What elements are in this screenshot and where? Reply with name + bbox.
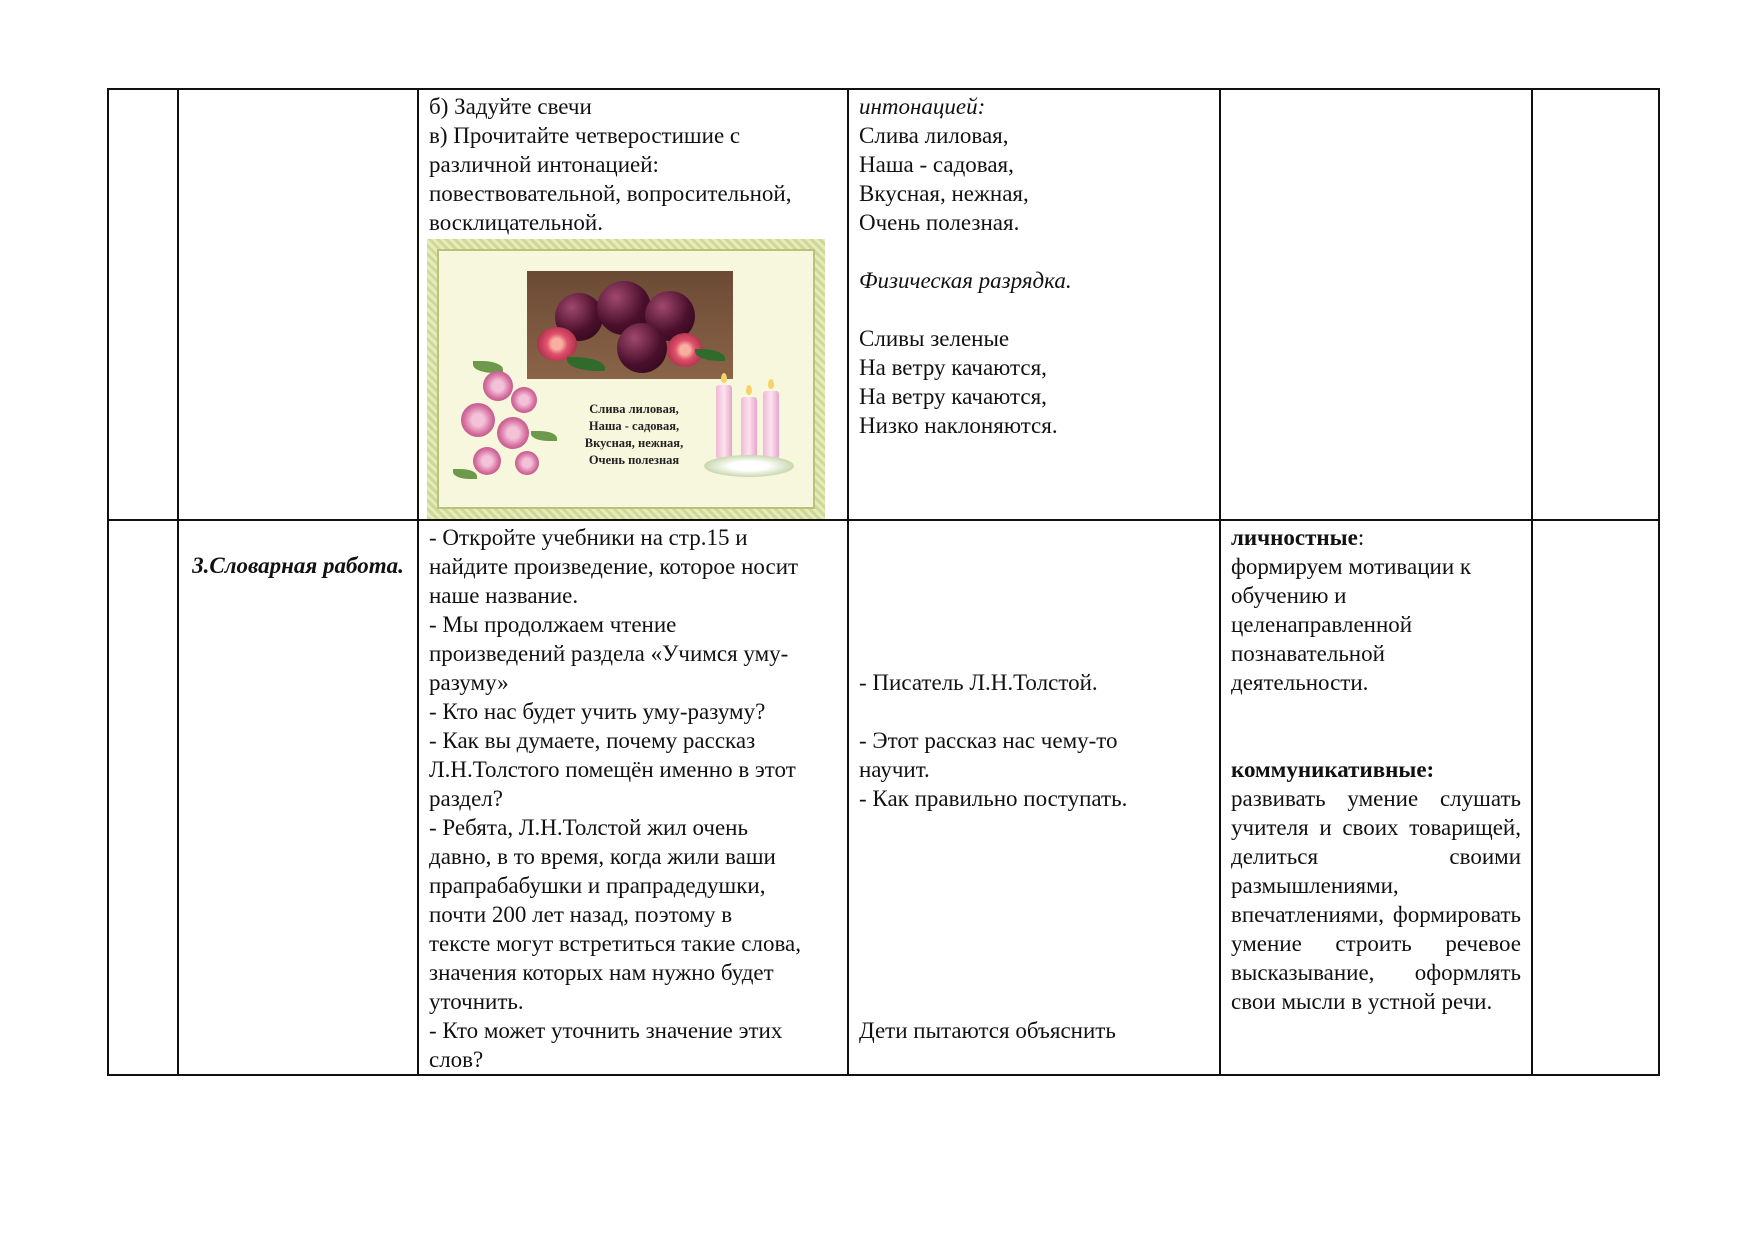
cell-number [108,520,178,1075]
teacher-line: - Как вы думаете, почему рассказ [429,728,756,753]
communicative-uud-text: развивать умение слушать учителя и своих товарищей, делиться своими размышлениями, впечатлениями, формировать умение строить речевое высказывание, оформлять свои мысли в устной речи. [1231,786,1521,1014]
teacher-line: уточнить. [429,989,524,1014]
student-poem-line: Наша - садовая, [859,152,1014,177]
teacher-line: - Кто может уточнить значение этих [429,1018,783,1043]
personal-uud-text: формируем мотивации к обучению и целенаправленной познавательной деятельности. [1231,554,1472,695]
student-answer: - Этот рассказ нас чему-то [859,728,1118,753]
teacher-line: давно, в то время, когда жили ваши [429,844,776,869]
content-line: в) Прочитайте четверостишие с [429,123,741,148]
physical-exercise-title: Физическая разрядка. [859,268,1072,293]
teacher-line: - Кто нас будет учить уму-разуму? [429,699,766,724]
teacher-line: почти 200 лет назад, поэтому в [429,902,733,927]
communicative-uud-label: коммуникативные: [1231,757,1435,782]
card-poem-line: Наша - садовая, [588,419,680,433]
cell-number [108,89,178,520]
content-line: восклицательной. [429,210,603,235]
teacher-line: разуму» [429,670,509,695]
cell-stage [178,89,418,520]
student-answer: - Как правильно поступать. [859,786,1128,811]
teacher-line: - Откройте учебники на стр.15 и [429,525,748,550]
card-poem-line: Очень полезная [588,453,680,467]
teacher-line: найдите произведение, которое носит [429,554,799,579]
cell-stage [178,520,418,1075]
teacher-line: слов? [429,1047,484,1072]
teacher-line: произведений раздела «Учимся уму- [429,641,789,666]
teacher-line: тексте могут встретиться такие слова, [429,931,801,956]
cell-notes [1532,89,1659,520]
personal-uud-label: личностные [1231,525,1358,550]
physical-poem-line: Низко наклоняются. [859,413,1058,438]
teacher-line: прапрабабушки и прапрадедушки, [429,873,766,898]
student-answer: Дети пытаются объяснить [859,1018,1116,1043]
student-poem-line: Слива лиловая, [859,123,1009,148]
cell-student-activity [848,89,1220,520]
student-poem-line: Вкусная, нежная, [859,181,1029,206]
cell-notes [1532,520,1659,1075]
student-answer: научит. [859,757,930,782]
teacher-line: раздел? [429,786,503,811]
illustration-frame [437,249,815,509]
cell-uud: личностные: формируем мотивации к обучению и целенаправленной познавательной деятельности. коммуникативные: развивать умение слушать учителя и своих товарищей, делиться своими размышлениями, впечатлениями, формировать умение строить речевое высказывание, оформлять свои мысли в устной речи. [1220,520,1532,1075]
student-answer: - Писатель Л.Н.Толстой. [859,670,1098,695]
teacher-line: - Мы продолжаем чтение [429,612,677,637]
cell-teacher-activity [418,89,848,520]
lesson-table [107,88,1660,1076]
physical-poem-line: На ветру качаются, [859,384,1047,409]
physical-poem-line: Сливы зеленые [859,326,1010,351]
cell-teacher-activity [418,520,848,1075]
candles-decoration [704,371,794,481]
flowers-decoration [453,351,563,491]
table-row [108,89,1659,520]
content-line: различной интонацией: [429,152,659,177]
cell-student-activity [848,520,1220,1075]
content-line: повествовательной, вопросительной, [429,181,792,206]
table-row [108,520,1659,1075]
content-line: б) Задуйте свечи [429,94,592,119]
teacher-line: - Ребята, Л.Н.Толстой жил очень [429,815,748,840]
card-poem-line: Вкусная, нежная, [584,436,684,450]
student-poem-line: Очень полезная. [859,210,1020,235]
card-poem-line: Слива лиловая, [589,402,679,416]
cell-uud [1220,89,1532,520]
teacher-line: наше название. [429,583,579,608]
teacher-line: Л.Н.Толстого помещён именно в этот [429,757,796,782]
plum-poem-illustration [427,239,825,519]
student-intro: интонацией: [859,94,986,119]
card-poem [559,401,709,469]
stage-title: 3.Словарная работа. [192,553,404,578]
teacher-line: значения которых нам нужно будет [429,960,774,985]
physical-poem-line: На ветру качаются, [859,355,1047,380]
